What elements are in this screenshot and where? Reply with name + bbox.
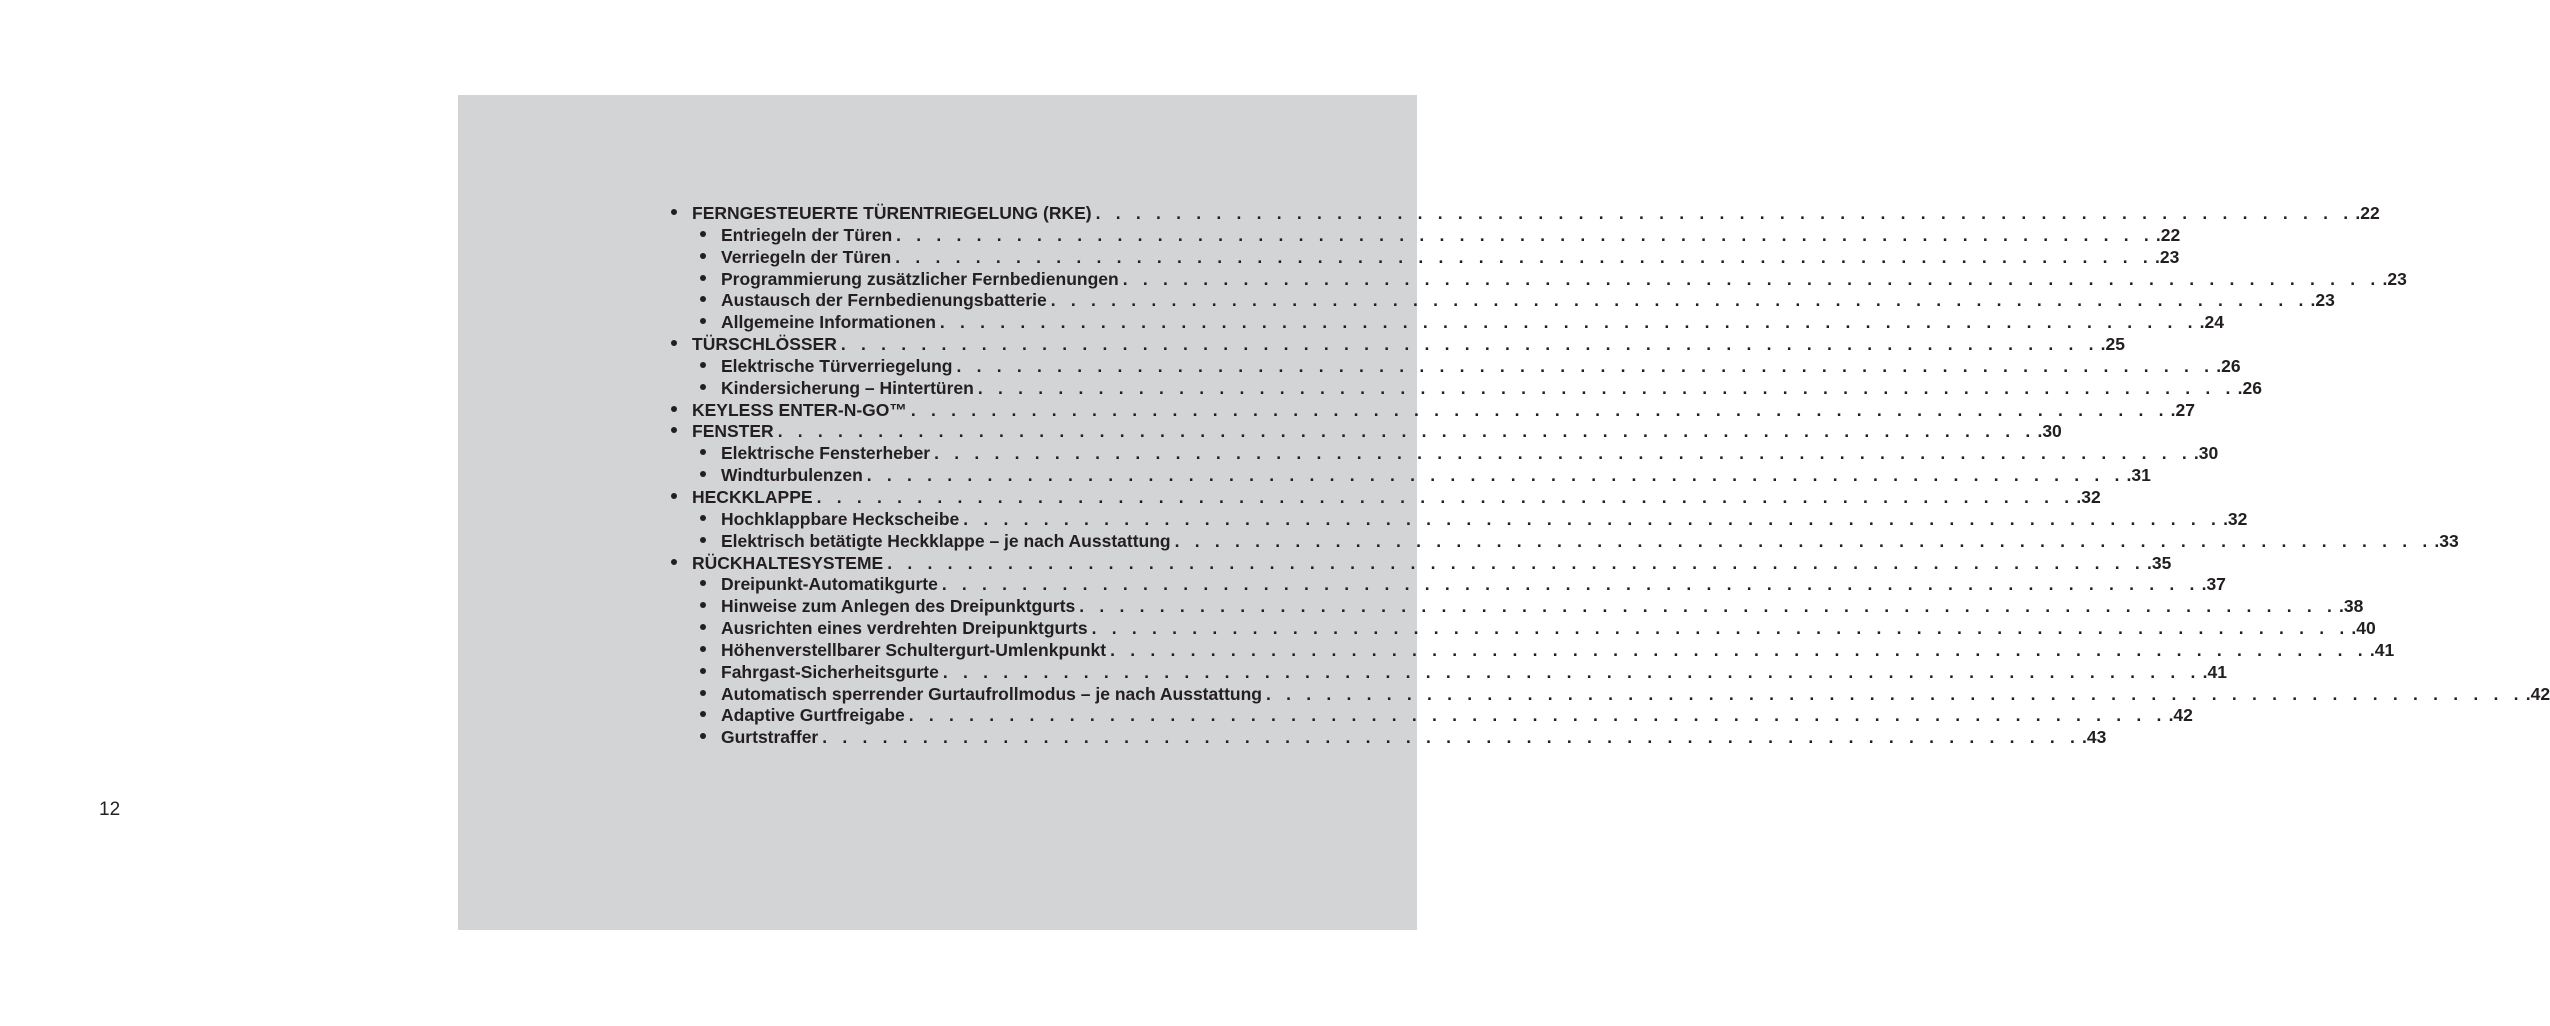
dot-leader: . . . . . . . . . . . . . . . . . . . . . . . . . . . . . . . . . . . . . . . . . . . . . . . . . . . . . . . . . . . . . . . [822,727,2081,748]
dot-leader: . . . . . . . . . . . . . . . . . . . . . . . . . . . . . . . . . . . . . . . . . . . . . . . . . . . . . . . . . . . . . . . [956,355,2215,376]
toc-entry-page: .30 [2193,443,2219,464]
toc-entry-title: Elektrisch betätigte Heckklappe – je nach Ausstattung [721,530,1171,551]
toc-entry-title: Fahrgast-Sicherheitsgurte [721,661,939,682]
toc-entry-page: .38 [2339,596,2364,617]
dot-leader: . . . . . . . . . . . . . . . . . . . . . . . . . . . . . . . . . . . . . . . . . . . . . . . . . . . . . . . . . . . . . . . [895,246,2153,267]
toc-entry-title: Allgemeine Informationen [721,312,936,333]
bullet-icon [700,624,706,630]
dot-leader: . . . . . . . . . . . . . . . . . . . . . . . . . . . . . . . . . . . . . . . . . . . . . . . . . . . . . . . . . . . . . . . [908,705,2167,726]
toc-entry-page: .32 [2223,508,2248,529]
toc-subentry[interactable] [671,465,2151,487]
bullet-icon [700,646,706,652]
toc-entry-title: Ausrichten eines verdrehten Dreipunktgurts [721,618,1088,639]
dot-leader: . . . . . . . . . . . . . . . . . . . . . . . . . . . . . . . . . . . . . . . . . . . . . . . . . . . . . . . . . . . . . . . [840,334,2099,355]
toc-subentry[interactable] [671,661,2227,684]
toc-entry-page: .31 [2126,465,2151,486]
toc-subentry[interactable] [671,683,2550,706]
toc-subentry[interactable] [671,355,2241,378]
toc-entry-title: Verriegeln der Türen [721,246,892,267]
toc-entry-page: .43 [2082,727,2107,748]
bullet-icon [671,559,677,565]
toc-subentry[interactable] [671,530,2459,553]
toc-entry-page: .24 [2199,312,2224,333]
toc-panel [458,95,2550,930]
dot-leader: . . . . . . . . . . . . . . . . . . . . . . . . . . . . . . . . . . . . . . . . . . . . . . . . . . . . . . . . . . . . . . . [941,574,2200,595]
bullet-icon [671,493,677,499]
toc-entry-page: .23 [2382,268,2407,289]
bullet-icon [671,340,677,346]
toc-entry-title: Elektrische Fensterheber [721,443,931,464]
toc-entry-title: RÜCKHALTESYSTEME [692,552,884,573]
toc-entry-page: .35 [2146,552,2172,573]
toc-entry-page: .37 [2201,574,2226,595]
toc-entry-page: .22 [2155,224,2181,245]
dot-leader: . . . . . . . . . . . . . . . . . . . . . . . . . . . . . . . . . . . . . . . . . . . . . . . . . . . . . . . . . . . . . . . [1174,530,2433,551]
toc-subentry[interactable] [671,312,2224,334]
dot-leader: . . . . . . . . . . . . . . . . . . . . . . . . . . . . . . . . . . . . . . . . . . . . . . . . . . . . . . . . . . . . . . . [977,377,2236,398]
bullet-icon [700,296,706,302]
page-number: 12 [99,799,121,820]
bullet-icon [700,580,706,586]
dot-leader: . . . . . . . . . . . . . . . . . . . . . . . . . . . . . . . . . . . . . . . . . . . . . . . . . . . . . . . . . . . . . . . [887,552,2145,573]
toc-entry[interactable] [671,421,2062,443]
bullet-icon [700,711,706,717]
bullet-icon [671,209,677,215]
toc-entry[interactable] [671,552,2172,575]
toc-entry-page: .23 [2310,290,2335,311]
toc-entry-title: Gurtstraffer [721,727,819,748]
toc-entry-title: Dreipunkt-Automatikgurte [721,574,938,595]
toc-subentry[interactable] [671,268,2407,291]
toc-entry-page: .26 [2216,355,2241,376]
toc-entry-page: .41 [2202,661,2227,682]
toc-entry-page: .40 [2351,618,2376,639]
bullet-icon [700,362,706,368]
toc-entry-title: Programmierung zusätzlicher Fernbedienungen [721,268,1119,289]
dot-leader: . . . . . . . . . . . . . . . . . . . . . . . . . . . . . . . . . . . . . . . . . . . . . . . . . . . . . . . . . . . . . . . [939,312,2198,333]
toc-entry-page: .41 [2369,639,2395,660]
toc-entry-title: Kindersicherung – Hintertüren [721,377,974,398]
dot-leader: . . . . . . . . . . . . . . . . . . . . . . . . . . . . . . . . . . . . . . . . . . . . . . . . . . . . . . . . . . . . . . . [910,399,2169,420]
dot-leader: . . . . . . . . . . . . . . . . . . . . . . . . . . . . . . . . . . . . . . . . . . . . . . . . . . . . . . . . . . . . . . . [816,486,2075,507]
toc-entry-title: Hochklappbare Heckscheibe [721,508,960,529]
toc-subentry[interactable] [671,290,2335,312]
toc-subentry[interactable] [671,596,2364,618]
toc-entry-title: Adaptive Gurtfreigabe [721,705,905,726]
toc-entry-title: HECKKLAPPE [692,486,813,507]
bullet-icon [700,602,706,608]
bullet-icon [671,427,677,433]
toc-entry[interactable] [671,486,2101,509]
bullet-icon [700,471,706,477]
toc-entry-title: Windturbulenzen [721,465,863,486]
dot-leader: . . . . . . . . . . . . . . . . . . . . . . . . . . . . . . . . . . . . . . . . . . . . . . . . . . . . . . . . . . . . . . . [1079,596,2338,617]
bullet-icon [700,231,706,237]
toc-entry-title: Austausch der Fernbedienungsbatterie [721,290,1047,311]
toc-subentry[interactable] [671,443,2219,465]
bullet-icon [700,515,706,521]
toc-subentry[interactable] [671,246,2180,269]
toc-subentry[interactable] [671,705,2193,727]
toc-subentry[interactable] [671,639,2395,662]
toc-entry-page: .23 [2154,246,2180,267]
bullet-icon [700,690,706,696]
bullet-icon [700,733,706,739]
dot-leader: . . . . . . . . . . . . . . . . . . . . . . . . . . . . . . . . . . . . . . . . . . . . . . . . . . . . . . . . . . . . . . . [942,661,2201,682]
toc-subentry[interactable] [671,574,2226,596]
toc-entry[interactable] [671,203,2380,225]
toc-subentry[interactable] [671,508,2248,531]
toc-entry-title: FENSTER [692,421,774,442]
bullet-icon [671,406,677,412]
toc-subentry[interactable] [671,224,2181,247]
bullet-icon [700,318,706,324]
toc-entry-title: Elektrische Türverriegelung [721,355,953,376]
toc-entry-title: Höhenverstellbarer Schultergurt-Umlenkpunkt [721,639,1107,660]
bullet-icon [700,275,706,281]
dot-leader: . . . . . . . . . . . . . . . . . . . . . . . . . . . . . . . . . . . . . . . . . . . . . . . . . . . . . . . . . . . . . . . [1091,618,2350,639]
dot-leader: . . . . . . . . . . . . . . . . . . . . . . . . . . . . . . . . . . . . . . . . . . . . . . . . . . . . . . . . . . . . . . . [934,443,2192,464]
dot-leader: . . . . . . . . . . . . . . . . . . . . . . . . . . . . . . . . . . . . . . . . . . . . . . . . . . . . . . . . . . . . . . . [1265,683,2524,704]
toc-entry-page: .22 [2355,203,2380,223]
toc-entry-title: Automatisch sperrender Gurtaufrollmodus – je nach Ausstattung [721,683,1262,704]
toc-entry-page: .27 [2170,399,2195,420]
toc-entry-title: Entriegeln der Türen [721,224,893,245]
toc-subentry[interactable] [671,618,2376,640]
dot-leader: . . . . . . . . . . . . . . . . . . . . . . . . . . . . . . . . . . . . . . . . . . . . . . . . . . . . . . . . . . . . . . . [1122,268,2381,289]
toc-entry-page: .26 [2237,377,2262,398]
toc-entry[interactable] [671,399,2195,422]
dot-leader: . . . . . . . . . . . . . . . . . . . . . . . . . . . . . . . . . . . . . . . . . . . . . . . . . . . . . . . . . . . . . . . [1050,290,2309,311]
toc-entry-page: .42 [2168,705,2193,726]
toc-subentry[interactable] [671,727,2107,749]
toc-list [671,203,2550,749]
bullet-icon [700,253,706,259]
toc-entry-title: KEYLESS ENTER-N-GO™ [692,399,907,420]
toc-entry-page: .30 [2037,421,2062,442]
bullet-icon [700,384,706,390]
dot-leader: . . . . . . . . . . . . . . . . . . . . . . . . . . . . . . . . . . . . . . . . . . . . . . . . . . . . . . . . . . . . . . . [896,224,2154,245]
dot-leader: . . . . . . . . . . . . . . . . . . . . . . . . . . . . . . . . . . . . . . . . . . . . . . . . . . . . . . . . . . . . . . . [1095,203,2354,223]
toc-entry-page: .33 [2434,530,2459,551]
toc-entry[interactable] [671,334,2125,356]
dot-leader: . . . . . . . . . . . . . . . . . . . . . . . . . . . . . . . . . . . . . . . . . . . . . . . . . . . . . . . . . . . . . . . [866,465,2125,486]
dot-leader: . . . . . . . . . . . . . . . . . . . . . . . . . . . . . . . . . . . . . . . . . . . . . . . . . . . . . . . . . . . . . . . [963,508,2222,529]
toc-entry-title: FERNGESTEUERTE TÜRENTRIEGELUNG (RKE) [692,203,1092,223]
toc-subentry[interactable] [671,377,2262,400]
bullet-icon [700,537,706,543]
toc-entry-title: TÜRSCHLÖSSER [692,334,837,355]
toc-entry-page: .32 [2076,486,2101,507]
bullet-icon [700,449,706,455]
dot-leader: . . . . . . . . . . . . . . . . . . . . . . . . . . . . . . . . . . . . . . . . . . . . . . . . . . . . . . . . . . . . . . . [777,421,2036,442]
toc-entry-title: Hinweise zum Anlegen des Dreipunktgurts [721,596,1076,617]
toc-entry-page: .25 [2100,334,2125,355]
bullet-icon [700,668,706,674]
dot-leader: . . . . . . . . . . . . . . . . . . . . . . . . . . . . . . . . . . . . . . . . . . . . . . . . . . . . . . . . . . . . . . . [1110,639,2368,660]
toc-entry-page: .42 [2525,683,2550,704]
